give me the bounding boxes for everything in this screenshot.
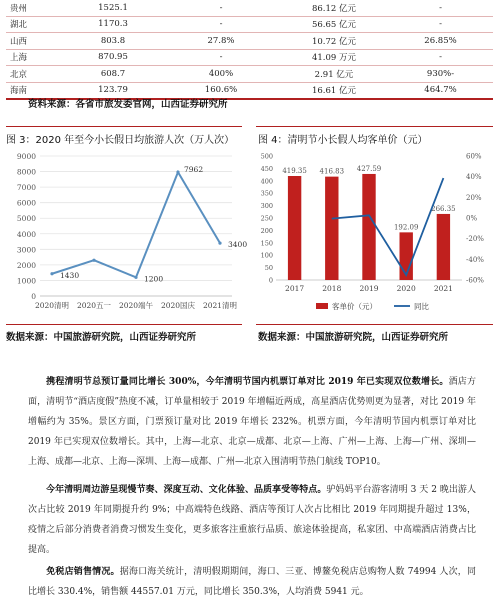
paragraph-lvmama-body: 驴妈妈平台游客清明 3 天 2 晚出游人次占比较 2019 年同期提升约 9%；中高端特色线路、酒店等预订人次占比相比 2019 年同期提升超过 13%，疫情之后部分消费者消费习惯发生变化，更多旅客注重旅行品质、旅途体验提高，私家团、中高端酒店消费占比提高。 [28,485,476,555]
table-cell-v1: 803.8 [64,33,162,50]
y-right-tick-label: 60% [466,152,482,161]
y-left-tick-label: 0 [268,276,273,285]
data-point [50,272,53,275]
table-cell-v1: 123.79 [64,82,162,99]
table-cell-v1: 870.95 [64,49,162,66]
y-tick-label: 2000 [16,260,36,270]
table-cell-v1: 608.7 [64,66,162,83]
x-tick-label: 2020 [396,284,416,293]
bar-data-label: 266.35 [431,204,456,213]
fig3-top-rule [6,126,242,127]
x-tick-label: 2020五一 [76,301,112,310]
table-cell-v4: 464.7% [388,82,493,99]
y-left-tick-label: 350 [260,189,273,198]
table-cell-province: 上海 [6,49,64,66]
table-cell-v3: 2.91 亿元 [280,66,388,83]
y-tick-label: 3000 [16,245,36,255]
bar [437,214,450,280]
y-tick-label: 0 [31,292,36,301]
y-tick-label: 7000 [16,183,36,193]
paragraph-dutyfree-body: 据海口海关统计，清明假期期间，海口、三亚、博鳌免税店总购物人数 74994 人次，同比增长 330.4%，销售额 44557.01 万元，同比增长 350.3%，人均消费 5941 元。 [28,567,476,597]
bar-data-label: 192.09 [393,223,419,232]
table-cell-v2: - [162,0,280,16]
y-tick-label: 5000 [16,214,36,224]
y-right-tick-label: -40% [466,255,484,264]
table-cell-v1: 1525.1 [64,0,162,16]
paragraph-ctrip-body: 酒店方面，清明节“酒店度假”热度不减，订单量相较于 2019 年增幅近两成，高星酒店优势则更为显著，对比 2019 年增幅约为 35%。景区方面，门票预订量对比 2019 年增长 232%。机票方面，今年清明节国内机票订单对比 2019 年已实现双位数增长。其中，上海—北京、北京—成都、北京—上海、广州—上海、上海—广州、深圳—上海、成都—北京、上海—深圳、上海—成都、广州—北京入围清明节热门航线 TOP10。 [28,377,476,467]
fig4-bottom-rule [256,324,493,325]
x-tick-label: 2017 [285,284,305,293]
data-point [176,171,179,174]
legend-label-line: 同比 [414,302,429,311]
fig3-bottom-rule [6,324,242,325]
x-tick-label: 2020国庆 [160,301,196,310]
bar-data-label: 416.83 [319,167,345,176]
table-cell-v1: 1170.3 [64,16,162,33]
table-cell-v2: - [162,16,280,33]
data-label: 3400 [228,240,248,250]
yoy-line [332,178,444,275]
paragraph-ctrip-lead: 携程清明节总预订量同比增长 300%，今年清明节国内机票订单对比 2019 年已实现双位数增长。 [46,377,449,387]
province-table [6,0,493,100]
fig4-bar-line-chart [254,148,494,323]
y-tick-label: 6000 [16,198,36,208]
x-tick-label: 2019 [359,284,379,293]
y-left-tick-label: 400 [260,177,273,186]
y-left-tick-label: 500 [260,152,273,161]
x-tick-label: 2020端午 [118,301,154,310]
paragraph-lvmama [28,480,476,560]
y-left-tick-label: 150 [260,239,273,248]
table-source-note: 资料来源：各省市旅发委官网，山西证券研究所 [28,99,228,110]
table-cell-v3: 56.65 亿元 [280,16,388,33]
table-cell-v3: 86.12 亿元 [280,0,388,16]
y-right-tick-label: 0% [466,214,478,223]
data-point [218,242,221,245]
table-cell-province: 山西 [6,33,64,50]
fig3-line-chart [4,148,248,323]
table-row [6,0,493,16]
table-cell-v2: 400% [162,66,280,83]
table-cell-v2: - [162,49,280,66]
table-cell-province: 湖北 [6,16,64,33]
table-cell-v2: 27.8% [162,33,280,50]
x-tick-label: 2021 [433,284,453,293]
fig4-source-note: 数据来源：中国旅游研究院，山西证券研究所 [258,332,449,343]
table-cell-province: 北京 [6,66,64,83]
y-right-tick-label: -60% [466,276,484,285]
fig4-top-rule [256,126,493,127]
y-left-tick-label: 300 [260,202,273,211]
data-label: 7962 [184,165,204,175]
table-cell-v4: 26.85% [388,33,493,50]
legend-swatch-bar [316,303,328,309]
table-cell-v4: 930%- [388,66,493,83]
paragraph-dutyfree [28,562,476,602]
fig3-source-note: 数据来源：中国旅游研究院，山西证券研究所 [6,332,197,343]
data-point [134,276,137,279]
y-tick-label: 4000 [16,229,36,239]
bar [362,174,375,280]
bar [325,177,338,280]
x-tick-label: 2021清明 [202,301,238,310]
table-cell-v4: - [388,16,493,33]
y-tick-label: 9000 [16,152,36,161]
legend-label-bar: 客单价（元） [332,302,377,311]
table-row [6,66,493,83]
y-tick-label: 1000 [16,276,36,286]
table-row [6,49,493,66]
table-cell-province: 贵州 [6,0,64,16]
table-cell-v3: 41.09 万元 [280,49,388,66]
province-data-table [6,0,493,100]
y-right-tick-label: 40% [466,173,482,182]
bar [288,176,301,280]
table-row [6,33,493,50]
x-tick-label: 2018 [322,284,342,293]
y-right-tick-label: -20% [466,235,484,244]
table-cell-province: 海南 [6,82,64,99]
y-left-tick-label: 450 [260,164,273,173]
table-cell-v3: 10.72 亿元 [280,33,388,50]
fig3-title: 图 3：2020 年至今小长假日均旅游人次（万人次） [6,135,235,146]
y-left-tick-label: 50 [264,264,273,273]
y-right-tick-label: 20% [466,193,482,202]
y-left-tick-label: 200 [260,226,273,235]
data-label: 1200 [144,274,164,284]
bar-data-label: 419.35 [282,167,307,176]
table-cell-v4: - [388,0,493,16]
paragraph-ctrip [28,372,476,472]
x-tick-label: 2020清明 [34,301,70,310]
data-label: 1430 [60,270,80,280]
series-line [52,172,220,277]
table-row [6,16,493,33]
table-cell-v2: 160.6% [162,82,280,99]
y-left-tick-label: 100 [260,251,273,260]
y-tick-label: 8000 [16,167,36,177]
bar-data-label: 427.59 [356,164,382,173]
y-left-tick-label: 250 [260,214,273,223]
fig4-title: 图 4：清明节小长假人均客单价（元） [258,135,428,146]
table-cell-v4: - [388,49,493,66]
paragraph-lvmama-lead: 今年清明周边游呈现慢节奏、深度互动、文化体验、品质享受等特点。 [46,485,327,495]
paragraph-dutyfree-lead: 免税店销售情况。 [46,567,120,577]
data-point [92,259,95,262]
table-cell-v3: 16.61 亿元 [280,82,388,99]
